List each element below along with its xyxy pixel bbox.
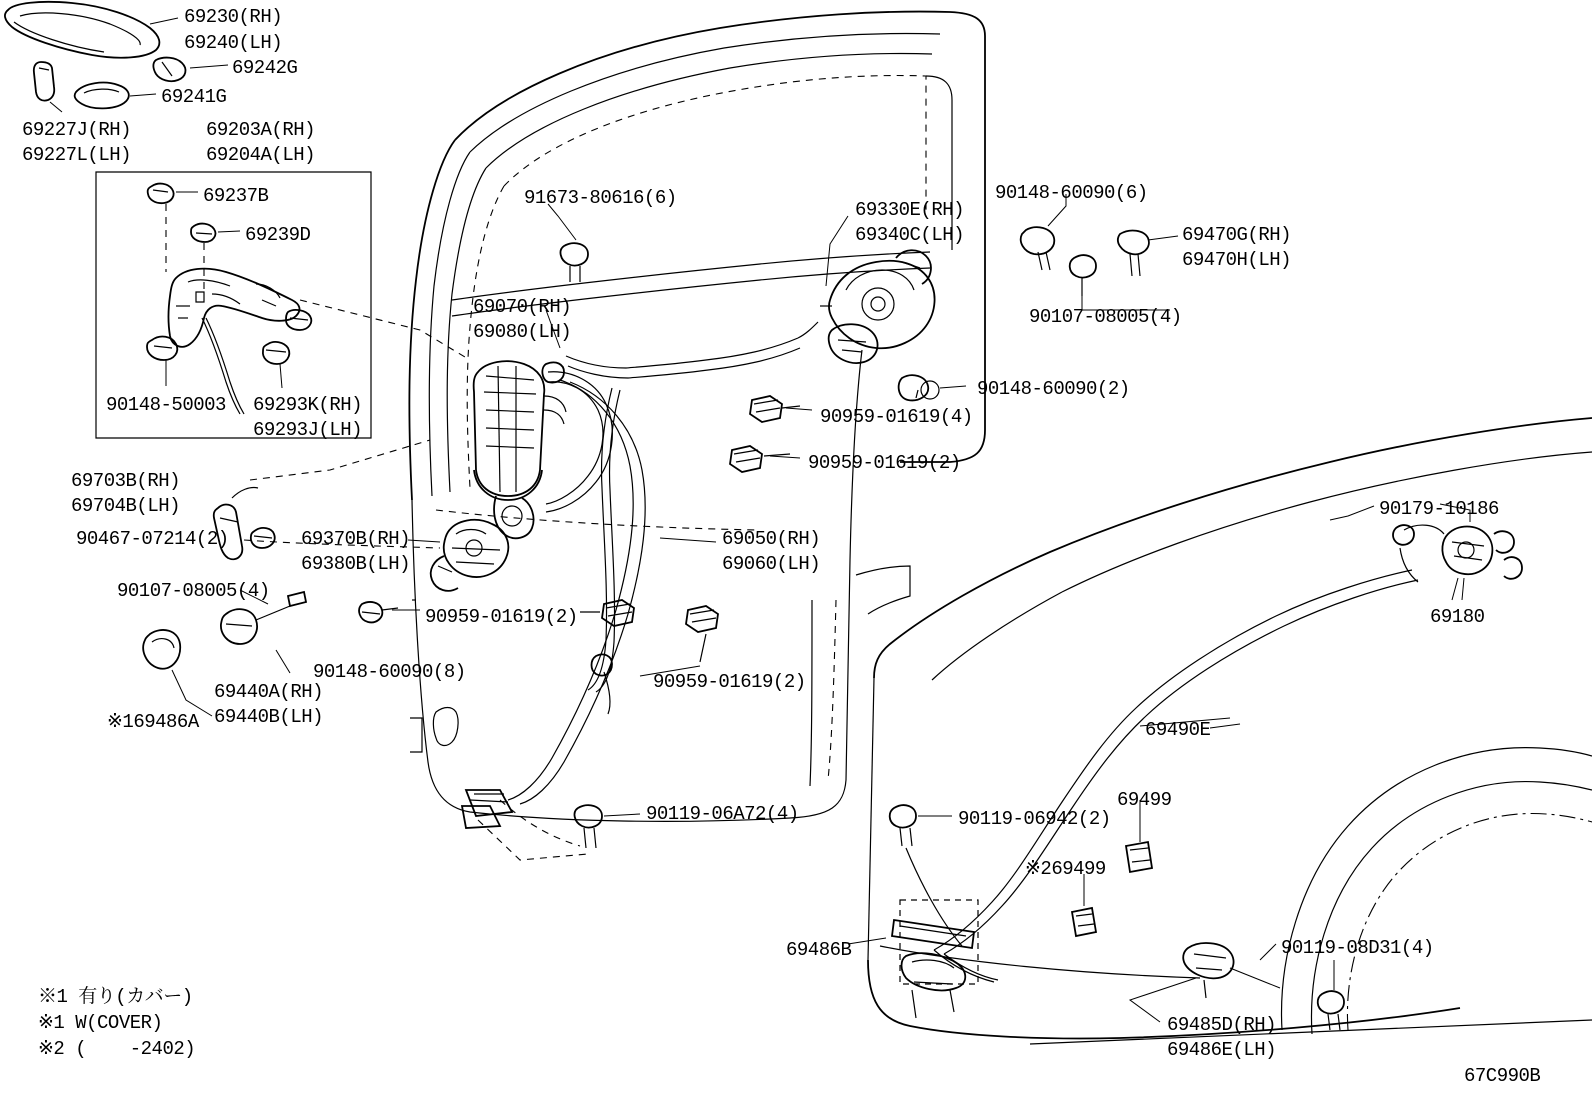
- label-69380b-lh: 69380B(LH): [301, 553, 411, 575]
- label-69485d-rh: 69485D(RH): [1167, 1014, 1277, 1036]
- bracket-69486B: [892, 900, 978, 1018]
- label-69241g: 69241G: [161, 86, 227, 108]
- label-69440a-rh: 69440A(RH): [214, 681, 324, 703]
- label-90148-60090-2: 90148-60090(2): [977, 378, 1130, 400]
- label-90959-01619-4: 90959-01619(4): [820, 406, 973, 428]
- label-69440b-lh: 69440B(LH): [214, 706, 324, 728]
- label-90107-08005-4a: 90107-08005(4): [1029, 306, 1182, 328]
- label-69242g: 69242G: [232, 57, 298, 79]
- label-90959-01619-2b: 90959-01619(2): [425, 606, 578, 628]
- label-90148-60090-8: 90148-60090(8): [313, 661, 466, 683]
- label-69470g-rh: 69470G(RH): [1182, 224, 1292, 246]
- note-1-jp: ※1 有り(カバー): [38, 986, 193, 1008]
- label-69499-b: ※269499: [1025, 858, 1106, 880]
- label-90148-60090-6: 90148-60090(6): [995, 182, 1148, 204]
- label-90179-10186: 90179-10186: [1379, 498, 1499, 520]
- label-69340c-lh: 69340C(LH): [855, 224, 965, 246]
- label-90148-50003: 90148-50003: [106, 394, 226, 416]
- door-lock-assembly: [474, 361, 566, 538]
- label-69227j-rh: 69227J(RH): [22, 119, 132, 141]
- label-69240-lh: 69240(LH): [184, 32, 283, 54]
- handle-base-assembly: [147, 184, 311, 414]
- label-69203a-rh: 69203A(RH): [206, 119, 316, 141]
- label-90119-08d31: 90119-08D31(4): [1281, 937, 1434, 959]
- label-69060-lh: 69060(LH): [722, 553, 821, 575]
- label-69490e: 69490E: [1145, 719, 1211, 741]
- label-69704b-lh: 69704B(LH): [71, 495, 181, 517]
- note-1-en: ※1 W(COVER): [38, 1012, 163, 1034]
- fuel-lid-cable: [934, 570, 1418, 982]
- label-69293j-lh: 69293J(LH): [253, 419, 363, 441]
- label-69237b: 69237B: [203, 185, 269, 207]
- label-69227l-lh: 69227L(LH): [22, 144, 132, 166]
- label-90107-08005-4b: 90107-08005(4): [117, 580, 270, 602]
- label-90959-01619-2c: 90959-01619(2): [653, 671, 806, 693]
- label-69180: 69180: [1430, 606, 1485, 628]
- label-69293k-rh: 69293K(RH): [253, 394, 363, 416]
- outer-door-handle-group: [5, 2, 186, 109]
- label-69080-lh: 69080(LH): [473, 321, 572, 343]
- door-lock-striker-assembly: [431, 520, 509, 591]
- label-69486e-lh: 69486E(LH): [1167, 1039, 1277, 1061]
- label-69470h-lh: 69470H(LH): [1182, 249, 1292, 271]
- label-69070-rh: 69070(RH): [473, 296, 572, 318]
- window-regulator-motor: [798, 250, 935, 363]
- label-90119-06942: 90119-06942(2): [958, 808, 1111, 830]
- label-69204a-lh: 69204A(LH): [206, 144, 316, 166]
- bolt-90119-06A72: [478, 800, 640, 860]
- label-69239d: 69239D: [245, 224, 311, 246]
- label-69370b-rh: 69370B(RH): [301, 528, 411, 550]
- note-2: ※2 ( -2402): [38, 1038, 196, 1060]
- door-check-assembly: [143, 592, 398, 669]
- sheet-code: 67C990B: [1464, 1065, 1541, 1087]
- label-90467-07214: 90467-07214(2): [76, 528, 229, 550]
- label-90959-01619-2a: 90959-01619(2): [808, 452, 961, 474]
- label-69703b-rh: 69703B(RH): [71, 470, 181, 492]
- label-69050-rh: 69050(RH): [722, 528, 821, 550]
- label-69330e-rh: 69330E(RH): [855, 199, 965, 221]
- label-69230-rh: 69230(RH): [184, 6, 283, 28]
- label-69499-a: 69499: [1117, 789, 1172, 811]
- bolt-91673: [548, 204, 588, 282]
- label-90119-06a72: 90119-06A72(4): [646, 803, 799, 825]
- label-69486a: ※169486A: [107, 711, 199, 733]
- label-91673-80616: 91673-80616(6): [524, 187, 677, 209]
- label-69486b: 69486B: [786, 939, 852, 961]
